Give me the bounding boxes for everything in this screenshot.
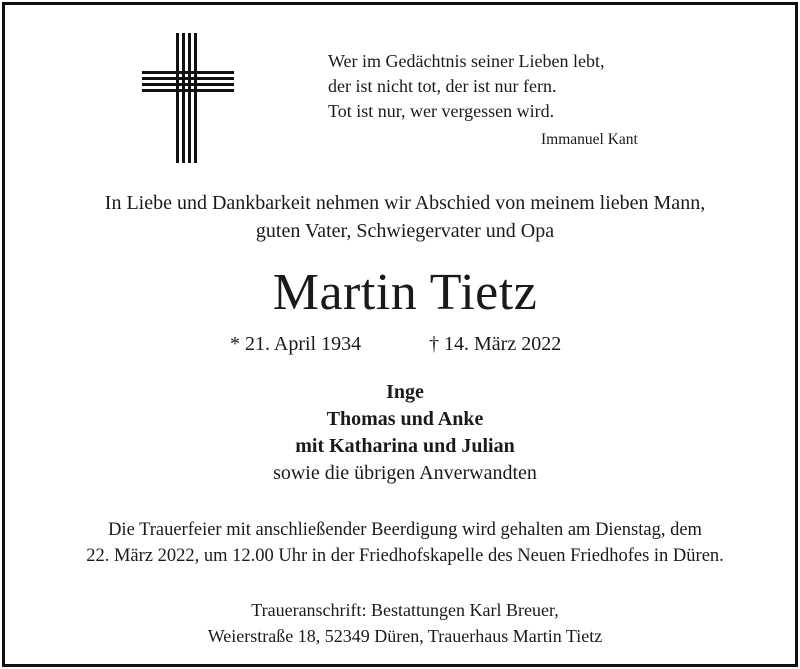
obituary-notice bbox=[2, 2, 798, 667]
cross-icon bbox=[142, 33, 234, 163]
mourner-line: sowie die übrigen Anverwandten bbox=[273, 462, 537, 484]
intro-line: guten Vater, Schwiegervater und Opa bbox=[255, 220, 555, 242]
quote-line: Wer im Gedächtnis seiner Lieben lebt, bbox=[328, 51, 605, 71]
intro-text bbox=[5, 189, 800, 245]
mourner-line: Thomas und Anke bbox=[326, 408, 484, 430]
address-line: Weierstraße 18, 52349 Düren, Trauerhaus Martin Tietz bbox=[207, 626, 603, 646]
ceremony-line: Die Trauerfeier mit anschließender Beerdigung wird gehalten am Dienstag, dem bbox=[108, 520, 702, 540]
intro-line: In Liebe und Dankbarkeit nehmen wir Abschied von meinem lieben Mann, bbox=[104, 192, 706, 214]
deceased-name: Martin Tietz bbox=[272, 264, 538, 321]
address-line: Traueranschrift: Bestattungen Karl Breuer, bbox=[251, 600, 559, 620]
condolence-address bbox=[5, 597, 800, 649]
ceremony-line: 22. März 2022, um 12.00 Uhr in der Friedhofskapelle des Neuen Friedhofes in Düren. bbox=[86, 546, 724, 566]
quote-line: Tot ist nur, wer vergessen wird. bbox=[328, 101, 555, 121]
mourner-line: mit Katharina und Julian bbox=[295, 435, 515, 457]
birth-date: * 21. April 1934 bbox=[230, 333, 362, 355]
death-date: † 14. März 2022 bbox=[429, 333, 562, 355]
quote-author: Immanuel Kant bbox=[541, 131, 638, 148]
ceremony-info bbox=[5, 517, 800, 569]
mourner-line: Inge bbox=[386, 381, 424, 403]
quote-line: der ist nicht tot, der ist nur fern. bbox=[328, 76, 557, 96]
quote bbox=[328, 49, 604, 124]
mourners-list bbox=[5, 379, 800, 487]
